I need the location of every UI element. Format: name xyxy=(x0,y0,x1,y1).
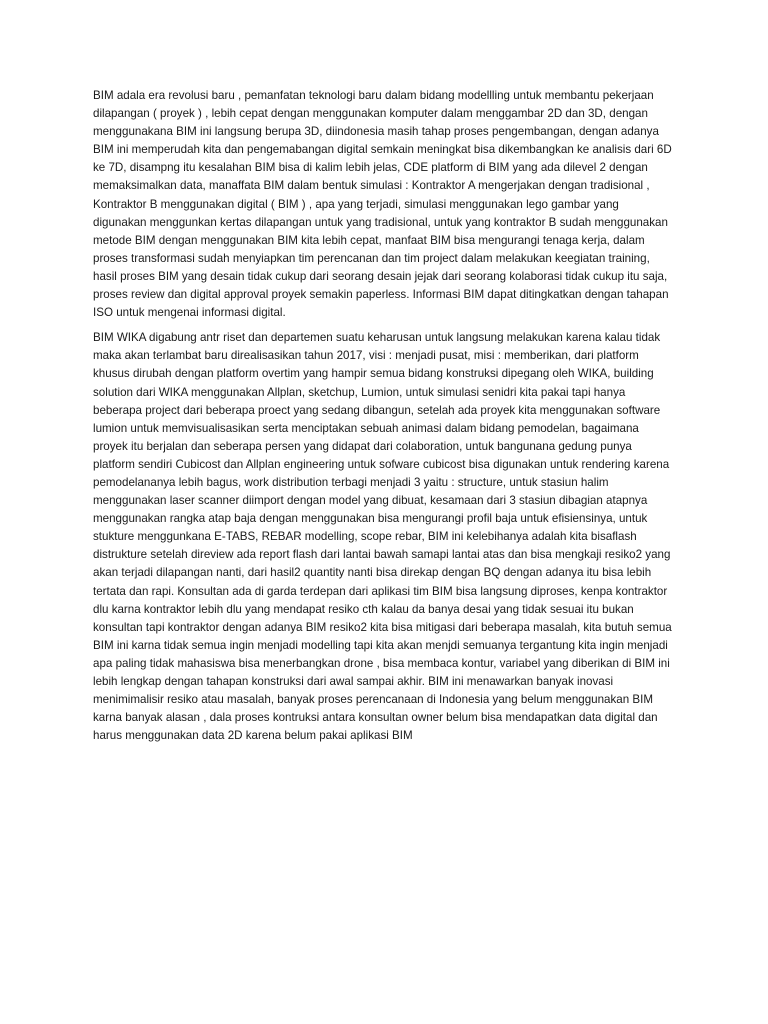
document-body xyxy=(93,87,675,745)
paragraph-bim-revolution: BIM adala era revolusi baru , pemanfatan teknologi baru dalam bidang modellling untuk membantu pekerjaan dilapangan ( proyek ) , lebih cepat dengan menggunakan komputer dalam menggambar 2D dan 3D, dengan menggunakana BIM ini langsung berupa 3D, diindonesia masih tahap proses pengembangan, dengan adanya BIM ini memperudah kita dan pengemabangan digital semkain meningkat bisa dikembangkan ke analisis dari 6D ke 7D, disampng itu kesalahan BIM bisa di kalim lebih jelas, CDE platform di BIM yang ada dilevel 2 dengan memaksimalkan data, manaffata BIM dalam bentuk simulasi : Kontraktor A mengerjakan dengan tradisional , Kontraktor B menggunakan digital ( BIM ) , apa yang terjadi, simulasi menggunakan lego gambar yang digunakan menggunkan kertas dilapangan untuk yang tradisional, untuk yang kontraktor B sudah menggunakan metode BIM dengan menggunakan BIM kita lebih cepat, manfaat BIM bisa mengurangi tenaga kerja, dalam proses transformasi sudah menyiapkan tim perencanan dan tim project dalam melakukan keegiatan training, hasil proses BIM yang desain tidak cukup dari seorang desain jejak dari seorang kolaborasi tidak cukup itu saja, proses review dan digital approval proyek semakin paperless. Informasi BIM dapat ditingkatkan dengan tahapan ISO untuk mengenai informasi digital. xyxy=(93,89,672,320)
paragraph-bim-wika: BIM WIKA digabung antr riset dan departemen suatu keharusan untuk langsung melakukan karena kalau tidak maka akan terlambat baru direalisasikan tahun 2017, visi : menjadi pusat, misi : memberikan, dari platform khusus dirubah dengan platform overtim yang hampir semua bidang konstruksi dipegang oleh WIKA, building solution dari WIKA menggunakan Allplan, sketchup, Lumion, untuk simulasi senidri kita pakai tapi hanya beberapa project dari beberapa proect yang sedang dibangun, setelah ada proyek kita menggunakan software lumion untuk memvisualisasikan serta menciptakan sebuah animasi dalam bidang pemodelan, bagaimana proyek itu berjalan dan seberapa persen yang didapat dari colaboration, untuk bangunana gedung punya platform sendiri Cubicost dan Allplan engineering untuk sofware cubicost bisa digunakan untuk rendering karena pemodelananya lebih bagus, work distribution terbagi menjadi 3 yaitu : structure, untuk stasiun halim menggunakan laser scanner diimport dengan model yang dibuat, kesamaan dari 3 stasiun dibagian atapnya menggunakan rangka atap baja dengan menggunakan bisa mengurangi profil baja untuk efisiensinya, untuk stukture menggunkana E-TABS, REBAR modelling, scope rebar, BIM ini kelebihanya adalah kita bisaflash distrukture setelah direview ada report flash dari lantai bawah samapi lantai atas dan bisa mengkaji resiko2 yang akan terjadi dilapangan nanti, dari hasil2 quantity nanti bisa direkap dengan BQ dengan adanya itu bisa lebih tertata dan rapi. Konsultan ada di garda terdepan dari aplikasi tim BIM bisa langsung diproses, kenpa kontraktor dlu karna kontraktor lebih dlu yang mendapat resiko cth kalau da banya desai yang tidak sesuai itu bukan konsultan tapi kontraktor dengan adanya BIM resiko2 kita bisa mitigasi dari beberapa masalah, kita butuh semua BIM ini karna tidak semua ingin menjadi modelling tapi kita akan menjdi semuanya tergantung kita ingin menjadi apa paling tidak mahasiswa bisa menerbangkan drone , bisa membaca kontur, variabel yang diberikan di BIM ini lebih lengkap dengan tahapan konstruksi dari awal sampai akhir. BIM ini menawarkan banyak inovasi menimimalisir resiko atau masalah, banyak proses perencanaan di Indonesia yang belum menggunakan BIM karna banyak alasan , dala proses kontruksi antara konsultan owner belum bisa mendapatkan data digital dan harus menggunakan data 2D karena belum pakai aplikasi BIM xyxy=(93,331,672,743)
